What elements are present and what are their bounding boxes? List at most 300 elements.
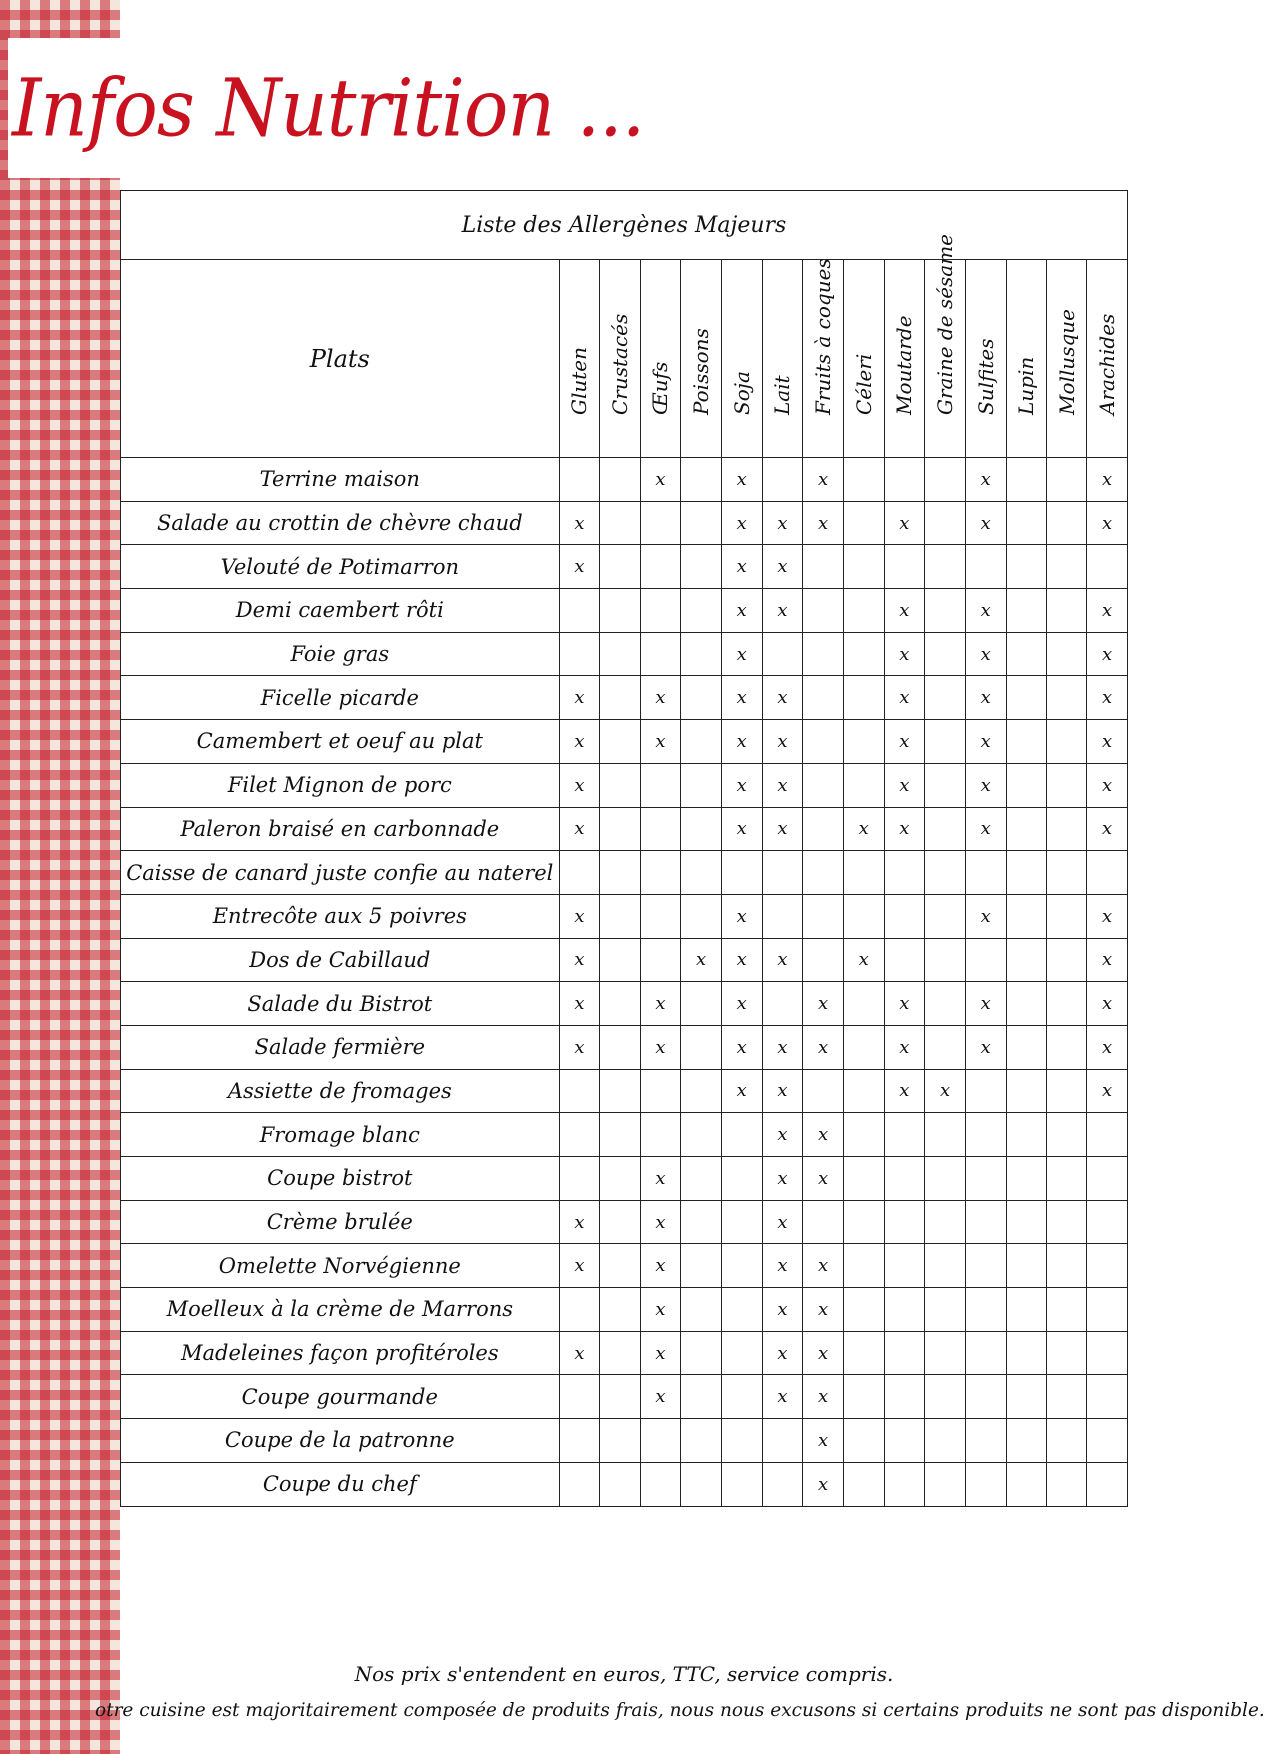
allergen-empty-cell <box>721 1200 762 1244</box>
allergen-empty-cell <box>925 1200 966 1244</box>
allergen-header <box>1087 260 1128 458</box>
dish-name: Velouté de Potimarron <box>121 545 560 589</box>
allergen-empty-cell <box>925 632 966 676</box>
allergen-empty-cell <box>640 632 681 676</box>
allergen-header <box>600 260 640 458</box>
allergen-empty-cell <box>681 720 722 764</box>
allergen-header-label: Mollusque <box>1054 309 1079 415</box>
allergen-empty-cell <box>1046 720 1086 764</box>
allergen-mark: x <box>1087 982 1128 1026</box>
allergen-empty-cell <box>640 501 681 545</box>
allergen-mark: x <box>559 807 600 851</box>
dish-name: Camembert et oeuf au plat <box>121 720 560 764</box>
allergen-mark: x <box>884 763 925 807</box>
allergen-empty-cell <box>721 851 762 895</box>
allergen-empty-cell <box>1046 763 1086 807</box>
allergen-mark: x <box>721 589 762 633</box>
table-row <box>121 501 1128 545</box>
allergen-empty-cell <box>1046 676 1086 720</box>
dish-name: Foie gras <box>121 632 560 676</box>
allergen-empty-cell <box>559 1419 600 1463</box>
footer-fresh-produce-note: otre cuisine est majoritairement composée de produits frais, nous nous excusons si certains produits ne sont pas disponible. <box>95 1700 1265 1721</box>
allergen-empty-cell <box>681 676 722 720</box>
allergen-empty-cell <box>600 938 640 982</box>
allergen-mark: x <box>762 763 803 807</box>
allergen-empty-cell <box>640 589 681 633</box>
allergen-header <box>681 260 722 458</box>
allergen-mark: x <box>640 1375 681 1419</box>
allergen-empty-cell <box>843 676 884 720</box>
allergen-empty-cell <box>843 1375 884 1419</box>
allergen-empty-cell <box>925 1288 966 1332</box>
dish-name: Terrine maison <box>121 458 560 502</box>
allergen-header <box>843 260 884 458</box>
allergen-empty-cell <box>1046 458 1086 502</box>
allergen-empty-cell <box>1087 1200 1128 1244</box>
allergen-mark: x <box>803 1025 844 1069</box>
allergen-empty-cell <box>640 807 681 851</box>
allergen-empty-cell <box>1006 1113 1046 1157</box>
allergen-empty-cell <box>559 1113 600 1157</box>
allergen-empty-cell <box>559 458 600 502</box>
allergen-header-label: Crustacés <box>607 313 632 415</box>
allergen-mark: x <box>843 938 884 982</box>
allergen-mark: x <box>1087 938 1128 982</box>
allergen-empty-cell <box>762 851 803 895</box>
allergen-empty-cell <box>640 1069 681 1113</box>
allergen-empty-cell <box>884 1419 925 1463</box>
dish-name: Madeleines façon profitéroles <box>121 1331 560 1375</box>
allergen-empty-cell <box>1046 1157 1086 1201</box>
allergen-mark: x <box>559 1200 600 1244</box>
table-row <box>121 807 1128 851</box>
allergen-empty-cell <box>600 763 640 807</box>
allergen-empty-cell <box>1087 1113 1128 1157</box>
allergen-mark: x <box>803 1462 844 1506</box>
allergen-mark: x <box>1087 720 1128 764</box>
allergen-mark: x <box>884 982 925 1026</box>
allergen-empty-cell <box>884 1375 925 1419</box>
allergen-empty-cell <box>600 1113 640 1157</box>
allergen-empty-cell <box>1006 589 1046 633</box>
allergen-empty-cell <box>803 589 844 633</box>
allergen-mark: x <box>640 1244 681 1288</box>
dish-name: Dos de Cabillaud <box>121 938 560 982</box>
allergen-empty-cell <box>681 1069 722 1113</box>
allergen-empty-cell <box>843 1331 884 1375</box>
allergen-empty-cell <box>1046 1375 1086 1419</box>
allergen-mark: x <box>640 676 681 720</box>
allergen-empty-cell <box>1006 1025 1046 1069</box>
allergen-mark: x <box>803 1419 844 1463</box>
allergen-mark: x <box>640 982 681 1026</box>
dish-column-header: Plats <box>121 260 560 458</box>
allergen-empty-cell <box>1087 1157 1128 1201</box>
allergen-empty-cell <box>681 632 722 676</box>
table-row <box>121 851 1128 895</box>
allergen-header <box>1006 260 1046 458</box>
allergen-empty-cell <box>762 458 803 502</box>
allergen-table <box>120 190 1128 1507</box>
allergen-mark: x <box>965 1025 1006 1069</box>
allergen-header-label: Lait <box>770 375 795 415</box>
table-row <box>121 894 1128 938</box>
allergen-mark: x <box>1087 501 1128 545</box>
allergen-mark: x <box>640 1288 681 1332</box>
allergen-mark: x <box>721 807 762 851</box>
allergen-mark: x <box>559 1025 600 1069</box>
allergen-empty-cell <box>640 938 681 982</box>
allergen-empty-cell <box>1006 1331 1046 1375</box>
allergen-mark: x <box>884 1025 925 1069</box>
allergen-mark: x <box>559 501 600 545</box>
allergen-mark: x <box>965 763 1006 807</box>
allergen-empty-cell <box>1006 720 1046 764</box>
dish-name: Crème brulée <box>121 1200 560 1244</box>
allergen-mark: x <box>884 632 925 676</box>
allergen-mark: x <box>803 1288 844 1332</box>
allergen-empty-cell <box>600 676 640 720</box>
allergen-mark: x <box>965 982 1006 1026</box>
allergen-mark: x <box>762 1025 803 1069</box>
allergen-empty-cell <box>559 1462 600 1506</box>
allergen-empty-cell <box>1046 1200 1086 1244</box>
allergen-empty-cell <box>965 1462 1006 1506</box>
allergen-empty-cell <box>1046 851 1086 895</box>
allergen-header <box>559 260 600 458</box>
allergen-empty-cell <box>681 982 722 1026</box>
table-row <box>121 1288 1128 1332</box>
allergen-empty-cell <box>559 589 600 633</box>
allergen-mark: x <box>1087 632 1128 676</box>
allergen-mark: x <box>884 720 925 764</box>
allergen-empty-cell <box>721 1331 762 1375</box>
allergen-empty-cell <box>681 1113 722 1157</box>
allergen-empty-cell <box>965 1200 1006 1244</box>
allergen-empty-cell <box>803 894 844 938</box>
allergen-empty-cell <box>803 545 844 589</box>
allergen-empty-cell <box>884 1244 925 1288</box>
allergen-empty-cell <box>640 1419 681 1463</box>
allergen-empty-cell <box>681 1462 722 1506</box>
allergen-mark: x <box>965 676 1006 720</box>
allergen-empty-cell <box>1006 1069 1046 1113</box>
allergen-empty-cell <box>600 545 640 589</box>
allergen-empty-cell <box>925 1113 966 1157</box>
table-row <box>121 1462 1128 1506</box>
allergen-empty-cell <box>965 938 1006 982</box>
allergen-mark: x <box>721 501 762 545</box>
allergen-mark: x <box>721 763 762 807</box>
allergen-empty-cell <box>884 938 925 982</box>
allergen-empty-cell <box>600 982 640 1026</box>
table-row <box>121 1069 1128 1113</box>
allergen-empty-cell <box>925 589 966 633</box>
allergen-empty-cell <box>762 1419 803 1463</box>
allergen-empty-cell <box>1006 1375 1046 1419</box>
allergen-empty-cell <box>925 851 966 895</box>
allergen-empty-cell <box>925 807 966 851</box>
dish-name: Moelleux à la crème de Marrons <box>121 1288 560 1332</box>
allergen-empty-cell <box>600 1331 640 1375</box>
allergen-empty-cell <box>965 1157 1006 1201</box>
allergen-empty-cell <box>803 720 844 764</box>
allergen-mark: x <box>803 1113 844 1157</box>
allergen-empty-cell <box>884 894 925 938</box>
allergen-mark: x <box>721 458 762 502</box>
allergen-mark: x <box>762 1375 803 1419</box>
allergen-empty-cell <box>1046 982 1086 1026</box>
allergen-mark: x <box>559 1244 600 1288</box>
allergen-empty-cell <box>843 720 884 764</box>
allergen-empty-cell <box>600 632 640 676</box>
allergen-empty-cell <box>803 1200 844 1244</box>
allergen-empty-cell <box>1006 1288 1046 1332</box>
allergen-empty-cell <box>640 1462 681 1506</box>
allergen-empty-cell <box>843 1288 884 1332</box>
allergen-empty-cell <box>721 1244 762 1288</box>
allergen-empty-cell <box>559 1069 600 1113</box>
dish-name: Assiette de fromages <box>121 1069 560 1113</box>
allergen-mark: x <box>559 894 600 938</box>
table-row <box>121 589 1128 633</box>
allergen-mark: x <box>762 1069 803 1113</box>
allergen-empty-cell <box>843 763 884 807</box>
allergen-empty-cell <box>1046 501 1086 545</box>
allergen-header-label: Sulfites <box>973 338 998 415</box>
allergen-empty-cell <box>681 501 722 545</box>
allergen-empty-cell <box>965 1244 1006 1288</box>
gingham-border <box>0 0 120 1754</box>
allergen-mark: x <box>884 807 925 851</box>
allergen-mark: x <box>843 807 884 851</box>
allergen-empty-cell <box>1006 938 1046 982</box>
allergen-empty-cell <box>640 894 681 938</box>
allergen-mark: x <box>640 1200 681 1244</box>
allergen-empty-cell <box>925 1462 966 1506</box>
allergen-empty-cell <box>1006 545 1046 589</box>
dish-name: Filet Mignon de porc <box>121 763 560 807</box>
allergen-mark: x <box>721 1069 762 1113</box>
allergen-empty-cell <box>1006 1462 1046 1506</box>
dish-name: Coupe de la patronne <box>121 1419 560 1463</box>
dish-name: Ficelle picarde <box>121 676 560 720</box>
page-title: Infos Nutrition ... <box>12 62 645 155</box>
allergen-header-label: Gluten <box>567 346 592 415</box>
allergen-header <box>965 260 1006 458</box>
allergen-mark: x <box>762 589 803 633</box>
allergen-empty-cell <box>843 1113 884 1157</box>
allergen-empty-cell <box>681 807 722 851</box>
allergen-empty-cell <box>1087 1331 1128 1375</box>
allergen-header-label: Moutarde <box>892 315 917 415</box>
allergen-mark: x <box>884 589 925 633</box>
allergen-empty-cell <box>1087 1462 1128 1506</box>
allergen-empty-cell <box>1046 1288 1086 1332</box>
allergen-empty-cell <box>600 1200 640 1244</box>
allergen-mark: x <box>559 1331 600 1375</box>
allergen-mark: x <box>803 1157 844 1201</box>
allergen-empty-cell <box>843 545 884 589</box>
allergen-mark: x <box>1087 458 1128 502</box>
allergen-empty-cell <box>600 1462 640 1506</box>
allergen-empty-cell <box>1087 851 1128 895</box>
allergen-empty-cell <box>1006 501 1046 545</box>
allergen-empty-cell <box>925 1025 966 1069</box>
allergen-empty-cell <box>1087 1244 1128 1288</box>
allergen-empty-cell <box>843 1462 884 1506</box>
allergen-mark: x <box>762 676 803 720</box>
table-row <box>121 676 1128 720</box>
allergen-empty-cell <box>925 458 966 502</box>
dish-name: Demi caembert rôti <box>121 589 560 633</box>
allergen-mark: x <box>640 1157 681 1201</box>
allergen-empty-cell <box>843 851 884 895</box>
allergen-empty-cell <box>721 1113 762 1157</box>
allergen-mark: x <box>965 807 1006 851</box>
allergen-empty-cell <box>925 1157 966 1201</box>
allergen-header <box>721 260 762 458</box>
allergen-empty-cell <box>843 1244 884 1288</box>
dish-name: Coupe gourmande <box>121 1375 560 1419</box>
allergen-empty-cell <box>843 894 884 938</box>
allergen-mark: x <box>721 545 762 589</box>
dish-name: Salade du Bistrot <box>121 982 560 1026</box>
allergen-empty-cell <box>1087 545 1128 589</box>
allergen-mark: x <box>762 1244 803 1288</box>
allergen-empty-cell <box>843 1069 884 1113</box>
allergen-header <box>925 233 966 458</box>
allergen-mark: x <box>965 632 1006 676</box>
allergen-empty-cell <box>843 501 884 545</box>
allergen-mark: x <box>803 1331 844 1375</box>
allergen-empty-cell <box>1046 1025 1086 1069</box>
allergen-empty-cell <box>925 676 966 720</box>
allergen-empty-cell <box>681 458 722 502</box>
allergen-header <box>803 260 844 458</box>
allergen-empty-cell <box>681 894 722 938</box>
allergen-mark: x <box>803 1244 844 1288</box>
allergen-empty-cell <box>843 458 884 502</box>
allergen-mark: x <box>803 982 844 1026</box>
allergen-mark: x <box>559 938 600 982</box>
allergen-empty-cell <box>640 545 681 589</box>
allergen-empty-cell <box>1006 458 1046 502</box>
allergen-empty-cell <box>1046 1462 1086 1506</box>
allergen-empty-cell <box>1087 1375 1128 1419</box>
allergen-empty-cell <box>803 938 844 982</box>
allergen-empty-cell <box>925 894 966 938</box>
allergen-empty-cell <box>721 1288 762 1332</box>
allergen-mark: x <box>1087 676 1128 720</box>
table-row <box>121 1375 1128 1419</box>
allergen-empty-cell <box>803 851 844 895</box>
allergen-mark: x <box>1087 589 1128 633</box>
allergen-empty-cell <box>925 545 966 589</box>
allergen-empty-cell <box>965 1288 1006 1332</box>
allergen-mark: x <box>721 676 762 720</box>
allergen-empty-cell <box>600 1244 640 1288</box>
dish-name: Omelette Norvégienne <box>121 1244 560 1288</box>
allergen-mark: x <box>559 720 600 764</box>
allergen-mark: x <box>762 807 803 851</box>
allergen-empty-cell <box>925 501 966 545</box>
allergen-empty-cell <box>843 1157 884 1201</box>
allergen-empty-cell <box>1006 1244 1046 1288</box>
allergen-empty-cell <box>559 851 600 895</box>
allergen-empty-cell <box>965 1069 1006 1113</box>
allergen-empty-cell <box>965 545 1006 589</box>
allergen-empty-cell <box>1006 851 1046 895</box>
allergen-empty-cell <box>803 632 844 676</box>
allergen-empty-cell <box>762 982 803 1026</box>
allergen-empty-cell <box>681 1244 722 1288</box>
allergen-empty-cell <box>600 1069 640 1113</box>
allergen-mark: x <box>925 1069 966 1113</box>
allergen-mark: x <box>884 501 925 545</box>
allergen-empty-cell <box>1087 1288 1128 1332</box>
dish-name: Paleron braisé en carbonnade <box>121 807 560 851</box>
allergen-empty-cell <box>843 982 884 1026</box>
allergen-mark: x <box>965 720 1006 764</box>
allergen-mark: x <box>803 501 844 545</box>
allergen-mark: x <box>559 763 600 807</box>
allergen-header-label: Œufs <box>648 361 673 415</box>
allergen-empty-cell <box>762 1462 803 1506</box>
allergen-mark: x <box>762 1113 803 1157</box>
table-row <box>121 938 1128 982</box>
allergen-empty-cell <box>884 458 925 502</box>
allergen-header <box>762 260 803 458</box>
table-row <box>121 1244 1128 1288</box>
table-row <box>121 632 1128 676</box>
allergen-empty-cell <box>600 501 640 545</box>
allergen-empty-cell <box>1046 632 1086 676</box>
allergen-empty-cell <box>600 807 640 851</box>
allergen-empty-cell <box>600 1288 640 1332</box>
allergen-empty-cell <box>803 763 844 807</box>
allergen-empty-cell <box>1046 1244 1086 1288</box>
allergen-mark: x <box>1087 807 1128 851</box>
allergen-empty-cell <box>1006 894 1046 938</box>
allergen-header-label: Lupin <box>1014 356 1039 415</box>
allergen-empty-cell <box>884 851 925 895</box>
allergen-mark: x <box>965 458 1006 502</box>
allergen-empty-cell <box>965 1375 1006 1419</box>
footer-prices-note: Nos prix s'entendent en euros, TTC, service compris. <box>354 1662 894 1686</box>
allergen-empty-cell <box>1046 1113 1086 1157</box>
allergen-empty-cell <box>559 1288 600 1332</box>
allergen-empty-cell <box>803 1069 844 1113</box>
allergen-mark: x <box>721 894 762 938</box>
allergen-empty-cell <box>600 1025 640 1069</box>
allergen-empty-cell <box>721 1375 762 1419</box>
allergen-empty-cell <box>884 1331 925 1375</box>
allergen-empty-cell <box>600 1419 640 1463</box>
allergen-empty-cell <box>600 1375 640 1419</box>
allergen-empty-cell <box>762 894 803 938</box>
allergen-empty-cell <box>925 1244 966 1288</box>
allergen-empty-cell <box>843 589 884 633</box>
allergen-empty-cell <box>681 1025 722 1069</box>
allergen-mark: x <box>1087 1025 1128 1069</box>
allergen-empty-cell <box>925 982 966 1026</box>
allergen-empty-cell <box>843 1025 884 1069</box>
allergen-empty-cell <box>600 1157 640 1201</box>
allergen-empty-cell <box>843 632 884 676</box>
allergen-empty-cell <box>965 1331 1006 1375</box>
allergen-mark: x <box>721 720 762 764</box>
